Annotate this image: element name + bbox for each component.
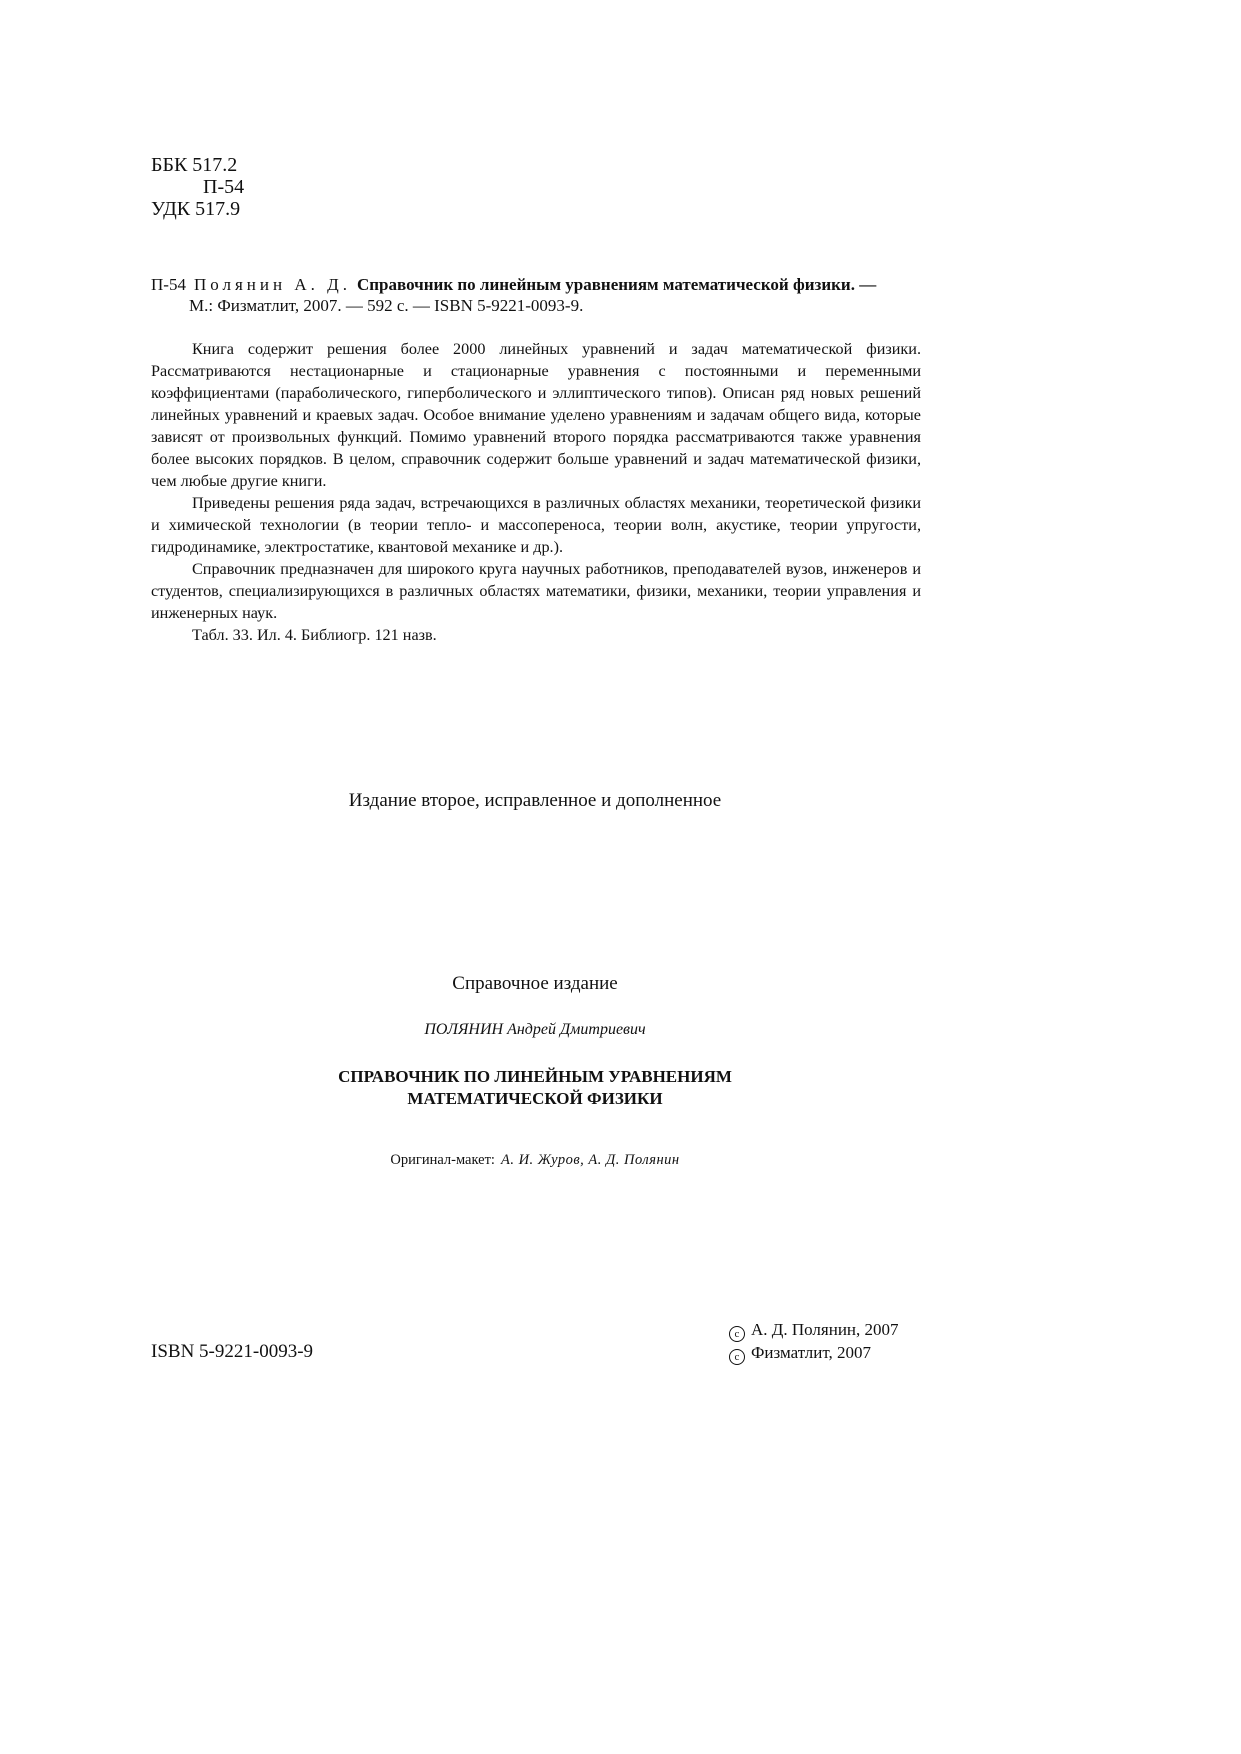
makeup-names: А. И. Журов, А. Д. Полянин [500, 1152, 680, 1168]
edition-note: Издание второе, исправленное и дополненное [348, 790, 722, 811]
entry-code: П-54 [151, 275, 186, 294]
copyright-icon: c [729, 1349, 745, 1365]
copyright-author: А. Д. Полянин, 2007 [751, 1320, 899, 1339]
book-title-line-2: МАТЕМАТИЧЕСКОЙ ФИЗИКИ [407, 1089, 663, 1108]
entry-publication: М.: Физматлит, 2007. — 592 с. — ISBN 5-9221-0093-9. [189, 296, 584, 315]
classification-block [151, 154, 244, 220]
author-full-name: ПОЛЯНИН Андрей Дмитриевич [424, 1021, 646, 1038]
abstract [151, 338, 921, 646]
copyright-icon: c [729, 1326, 745, 1342]
copyright-line-2 [729, 1342, 899, 1365]
abstract-paragraph-4: Табл. 33. Ил. 4. Библиогр. 121 назв. [192, 626, 437, 644]
makeup-label: Оригинал-макет: [390, 1152, 495, 1168]
abstract-paragraph-1: Книга содержит решения более 2000 линейных уравнений и задач математической физики. Рассматриваются нестационарные и стационарные уравнения с постоянными и переменными коэффициентами (параболического, гиперболического и эллиптического типов). Описан ряд новых решений линейных уравнений и краевых задач. Особое внимание уделено уравнениям и задачам общего вида, которые зависят от произвольных функций. Помимо уравнений второго порядка рассматриваются также уравнения более высоких порядков. В целом, справочник содержит больше уравнений и задач математической физики, чем любые другие книги. [151, 340, 921, 490]
entry-author: Полянин А. Д. [193, 275, 351, 294]
entry-title: Справочник по линейным уравнениям математической физики. — [356, 275, 877, 294]
bibliographic-entry [151, 274, 921, 316]
udk-code: УДК 517.9 [151, 198, 241, 220]
isbn: ISBN 5-9221-0093-9 [151, 1341, 314, 1362]
abstract-paragraph-2: Приведены решения ряда задач, встречающихся в различных областях механики, теоретической физики и химической технологии (в теории тепло- и массопереноса, теории волн, акустике, теории упругости, гидродинамике, электростатике, квантовой механике и др.). [151, 494, 921, 556]
copyright-publisher: Физматлит, 2007 [751, 1343, 871, 1362]
copyright-line-1 [729, 1319, 899, 1342]
author-mark: П-54 [203, 176, 245, 198]
book-title [0, 1066, 1070, 1110]
copyright-block [729, 1319, 899, 1365]
reference-type: Справочное издание [452, 973, 618, 994]
book-title-line-1: СПРАВОЧНИК ПО ЛИНЕЙНЫМ УРАВНЕНИЯМ [338, 1067, 732, 1086]
abstract-paragraph-3: Справочник предназначен для широкого круга научных работников, преподавателей вузов, инженеров и студентов, специализирующихся в различных областях математики, физики, механики, теории управления и инженерных наук. [151, 560, 921, 622]
bbk-code: ББК 517.2 [151, 154, 238, 176]
original-makeup [0, 1152, 1070, 1169]
